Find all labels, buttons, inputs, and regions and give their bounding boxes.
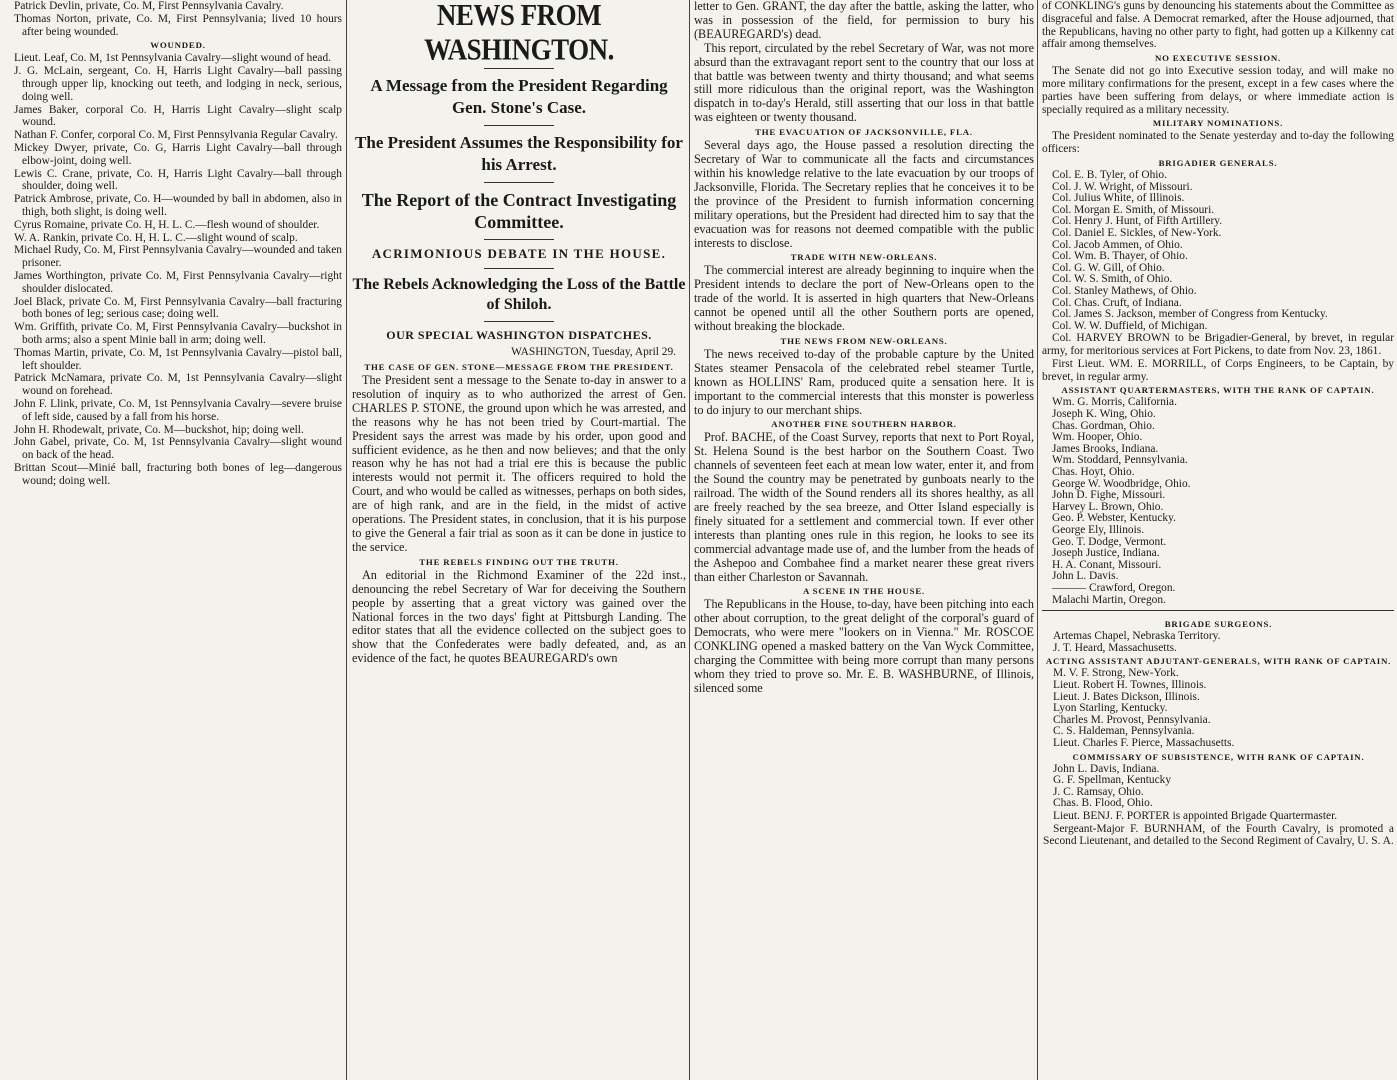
- nominee-entry: Lieut. J. Bates Dickson, Illinois.: [1053, 690, 1200, 703]
- subhead-jacksonville: THE EVACUATION OF JACKSONVILLE, FLA.: [755, 127, 973, 138]
- dateline: WASHINGTON, Tuesday, April 29.: [511, 346, 676, 358]
- subhead-brigadier-generals: BRIGADIER GENERALS.: [1158, 157, 1278, 168]
- deck-headline-3: The Report of the Contract Investigating Committee.: [361, 190, 677, 232]
- nominee-entry: Geo. P. Webster, Kentucky.: [1052, 512, 1176, 525]
- paragraph: The President sent a message to the Senate to-day in answer to a resolution of inquiry as to who authorized the arrest of Gen. CHARLES P. STONE, the ground upon which he was arrested, and the reasons why he has not been tried by Court-martial. The President says the arrest was made by his order, upon good and sufficient evidence, as he then and now believes; and that the only reason why he has not had a trial ere this is because the public interests would not permit it. The officers required to hold the Court, and who would be called as witnesses, perhaps on both sides, are of high rank, and are in the field, in the midst of active operations. The President states, in conclusion, that it is his purpose to give the General a fair trial as soon as it can be done in justice to the service.: [352, 373, 686, 554]
- quartermaster-list: [1042, 397, 1394, 606]
- nominee-entry: Col. Stanley Mathews, of Ohio.: [1052, 284, 1197, 297]
- nominee-entry: Col. G. W. Gill, of Ohio.: [1052, 261, 1165, 274]
- nominee-entry: Joseph Justice, Indiana.: [1052, 547, 1160, 560]
- surgeons-list: [1043, 631, 1394, 654]
- nominee-entry: ——— Crawford, Oregon.: [1052, 581, 1176, 594]
- nominee-entry: M. V. F. Strong, New-York.: [1053, 667, 1179, 680]
- casualty-entry: Wm. Griffith, private Co. M, First Pennsylvania Cavalry—buckshot in both arms; also a spent Minie ball in arm; doing well.: [14, 321, 342, 346]
- nominee-entry: Harvey L. Brown, Ohio.: [1052, 500, 1164, 513]
- casualty-entry: Thomas Martin, private, Co. M, 1st Pennsylvania Cavalry—pistol ball, left shoulder.: [14, 346, 342, 372]
- nominee-entry: Col. Daniel E. Sickles, of New-York.: [1052, 226, 1222, 239]
- nominee-entry: Col. W. S. Smith, of Ohio.: [1052, 273, 1173, 286]
- nominee-entry: Geo. T. Dodge, Vermont.: [1052, 535, 1167, 548]
- main-headline: NEWS FROM WASHINGTON.: [424, 0, 614, 67]
- nominee-entry: Joseph K. Wing, Ohio.: [1052, 408, 1156, 421]
- casualty-entry: Joel Black, private Co. M, First Pennsylvania Cavalry—ball fracturing both bones of leg; serious case; doing well.: [14, 295, 342, 321]
- nominee-entry: Lyon Starling, Kentucky.: [1053, 702, 1168, 715]
- casualty-entry: John Gabel, private, Co. M, 1st Pennsylvania Cavalry—slight wound on back of the head.: [14, 436, 342, 462]
- paragraph: letter to Gen. GRANT, the day after the battle, asking the latter, who was in possession of the field, for permission to bury his (BEAUREGARD's) dead.: [694, 0, 1034, 41]
- column-rule: [1037, 0, 1038, 1080]
- nominee-entry: Wm. Hooper, Ohio.: [1052, 431, 1143, 444]
- column-nominations: [1042, 0, 1394, 1080]
- column-rule: [689, 0, 690, 1080]
- casualty-entry: Lewis C. Crane, private, Co. H, Harris Light Cavalry—ball through shoulder, doing well.: [14, 167, 342, 193]
- nominee-entry: J. T. Heard, Massachusetts.: [1053, 641, 1177, 654]
- nominee-entry: Lieut. Charles F. Pierce, Massachusetts.: [1053, 736, 1235, 749]
- nominee-entry: John D. Fighe, Missouri.: [1052, 489, 1166, 502]
- subhead-military-nominations: MILITARY NOMINATIONS.: [1152, 118, 1284, 129]
- subhead-executive-session: NO EXECUTIVE SESSION.: [1154, 53, 1282, 64]
- nominee-entry: Col. Henry J. Hunt, of Fifth Artillery.: [1052, 215, 1223, 228]
- casualty-entry: John F. Llink, private, Co. M, 1st Pennsylvania Cavalry—severe bruise of left side, caused by a fall from his horse.: [14, 397, 342, 423]
- nominee-entry: H. A. Conant, Missouri.: [1052, 558, 1162, 571]
- divider: [484, 239, 554, 240]
- nominee-entry: James Brooks, Indiana.: [1052, 442, 1159, 455]
- nominee-entry: Chas. B. Flood, Ohio.: [1053, 797, 1153, 810]
- casualty-entry: John H. Rhodewalt, private, Co. M—buckshot, hip; doing well.: [14, 423, 304, 436]
- deck-headline-4: ACRIMONIOUS DEBATE IN THE HOUSE.: [371, 246, 667, 261]
- casualty-entry: Patrick McNamara, private Co. M, 1st Pennsylvania Cavalry—slight wound on forehead.: [14, 372, 342, 398]
- paragraph: Prof. BACHE, of the Coast Survey, reports that next to Port Royal, St. Helena Sound is the best harbor on the Southern Coast. Two channels of seventeen feet each at mean low water, enter it, and from the Sound the country may be penetrated by gunboats nearly to the railroad. The width of the Sound renders all its shores healthy, as all are freely reached by the sea breeze, and Otter Island especially is finely situated for a settlement and commercial town. If ever other interests than planting ones rule in this region, he looks to see its commercial advantage made use of, and the lumber from the heads of the Ashepoo and Combahee find a market nearer these great rivers than either Charleston or Savannah.: [694, 430, 1034, 584]
- divider: [484, 68, 554, 69]
- subhead-stone-case: THE CASE OF GEN. STONE—MESSAGE FROM THE PRESIDENT.: [364, 362, 674, 372]
- nominee-entry: Col. Jacob Ammen, of Ohio.: [1052, 238, 1183, 251]
- nominee-entry: Col. W. W. Duffield, of Michigan.: [1052, 319, 1208, 332]
- divider: [484, 268, 554, 269]
- casualty-entry: Patrick Ambrose, private, Co. H—wounded by ball in abdomen, also in thigh, both slight, is doing well.: [14, 193, 342, 218]
- casualty-entry: Lieut. Leaf, Co. M, 1st Pennsylvania Cavalry—slight wound of head.: [14, 52, 331, 65]
- wounded-list: [14, 52, 342, 487]
- paragraph: First Lieut. WM. E. MORRILL, of Corps Engineers, to be Captain, by brevet, in regular army.: [1042, 357, 1394, 383]
- paragraph: The Republicans in the House, to-day, have been pitching into each other about corruption, to the great delight of the corporal's guard of Democrats, who were mere "lookers on in Vienna." Mr. ROSCOE CONKLING opened a masked battery on the Van Wyck Committee, charging the Committee with being more corrupt than many persons whom they tried to prove so. Mr. E. B. WASHBURNE, of Illinois, silenced some: [694, 597, 1034, 695]
- adjutants-list: [1043, 668, 1394, 749]
- casualty-entry: W. A. Rankin, private Co. H, H. L. C.—slight wound of scalp.: [14, 231, 298, 244]
- nominee-entry: Col. Wm. B. Thayer, of Ohio.: [1052, 250, 1188, 263]
- subhead-quartermasters: ASSISTANT QUARTERMASTERS, WITH THE RANK OF CAPTAIN.: [1061, 385, 1375, 396]
- divider: [484, 125, 554, 126]
- subhead-adjutant-generals: ACTING ASSISTANT ADJUTANT-GENERALS, WITH RANK OF CAPTAIN.: [1045, 656, 1392, 667]
- subhead-new-orleans: THE NEWS FROM NEW-ORLEANS.: [780, 335, 948, 346]
- column-casualty-list: [14, 0, 342, 1080]
- nominee-entry: J. C. Ramsay, Ohio.: [1053, 785, 1144, 798]
- casualty-entry: Thomas Norton, private, Co. M, First Pennsylvania; lived 10 hours after being wounded.: [14, 12, 342, 38]
- nominee-entry: Col. Morgan E. Smith, of Missouri.: [1052, 203, 1215, 216]
- nominee-entry: G. F. Spellman, Kentucky: [1053, 774, 1172, 787]
- subhead-harbor: ANOTHER FINE SOUTHERN HARBOR.: [771, 419, 957, 430]
- casualty-entry: Patrick Devlin, private, Co. M, First Pennsylvania Cavalry.: [14, 0, 284, 12]
- paragraph: The President nominated to the Senate yesterday and to-day the following officers:: [1042, 130, 1394, 156]
- subhead-brigade-surgeons: BRIGADE SURGEONS.: [1164, 619, 1273, 630]
- divider: [484, 182, 554, 183]
- nominee-entry: Col. James S. Jackson, member of Congress from Kentucky.: [1052, 308, 1328, 321]
- paragraph: Lieut. BENJ. F. PORTER is appointed Brigade Quartermaster.: [1053, 809, 1338, 822]
- casualty-entry: Michael Rudy, Co. M, First Pennsylvania Cavalry—wounded and taken prisoner.: [14, 244, 342, 270]
- brigadier-list: [1042, 170, 1394, 332]
- casualty-entry: J. G. McLain, sergeant, Co. H, Harris Light Cavalry—ball passing through upper lip, knocking out teeth, and lodging in neck, serious, doing well.: [14, 65, 342, 103]
- nominee-entry: Malachi Martin, Oregon.: [1052, 593, 1166, 606]
- nominee-entry: Chas. Hoyt, Ohio.: [1052, 466, 1135, 479]
- paragraph: of CONKLING's guns by denouncing his statements about the Committee as disgraceful and false. A Democrat remarked, after the House adjourned, that the Republicans, having no other party to fight, had gotten up a Kilkenny cat affair among themselves.: [1042, 0, 1394, 51]
- casualty-entry: Mickey Dwyer, private, Co. G, Harris Light Cavalry—ball through elbow-joint, doing well.: [14, 141, 342, 167]
- paragraph: The commercial interest are already beginning to inquire when the President intends to declare the port of New-Orleans open to the trade of the world. It is asserted in high quarters that New-Orleans cannot be opened until all the other Southern ports are opened, without breaking the blockade.: [694, 263, 1034, 334]
- paragraph: Col. HARVEY BROWN to be Brigadier-General, by brevet, in regular army, for meritorious services at Fort Pickens, to date from Nov. 23, 1861.: [1042, 332, 1394, 358]
- deck-headline-5: The Rebels Acknowledging the Loss of the Battle of Shiloh.: [352, 276, 686, 313]
- subhead-scene-house: A SCENE IN THE HOUSE.: [803, 586, 925, 597]
- column-dispatches: [694, 0, 1034, 1080]
- column-rule: [346, 0, 347, 1080]
- subhead-rebels-truth: THE REBELS FINDING OUT THE TRUTH.: [419, 556, 619, 567]
- paragraph: This report, circulated by the rebel Secretary of War, was not more absurd than the extravagant report sent to the country that our loss at that battle was between twenty and thirty thousand; and what seems still more ridiculous than the original report, was the Washington dispatch in to-day's Herald, still asserting that our loss in that battle was eighteen or twenty thousand.: [694, 40, 1034, 125]
- nominee-entry: Lieut. Robert H. Townes, Illinois.: [1053, 678, 1207, 691]
- section-heading-wounded: WOUNDED.: [150, 40, 206, 51]
- nominee-entry: Col. J. W. Wright, of Missouri.: [1052, 180, 1193, 193]
- casualty-entry: Brittan Scout—Minié ball, fracturing both bones of leg—dangerous wound; doing well.: [14, 461, 342, 487]
- nominee-entry: Charles M. Provost, Pennsylvania.: [1053, 713, 1211, 726]
- nominee-entry: John L. Davis.: [1052, 570, 1119, 583]
- casualty-entry: Cyrus Romaine, private Co. H, H. L. C.—flesh wound of shoulder.: [14, 218, 320, 231]
- nominee-entry: Chas. Gordman, Ohio.: [1052, 419, 1155, 432]
- nominee-entry: C. S. Haldeman, Pennsylvania.: [1053, 725, 1195, 738]
- casualty-entry: James Baker, corporal Co. H, Harris Light Cavalry—slight scalp wound.: [14, 103, 342, 129]
- paragraph: Several days ago, the House passed a resolution directing the Secretary of War to communicate all the facts and circumstances within his knowledge relative to the late evacuation by our troops of Jacksonville, Florida. The Secretary replies that he conceives it to be the province of the President to furnish information concerning military operations, but the President had directed him to say that the evacuation was for reasons not deemed compatible with the public interests to disclose.: [694, 138, 1034, 250]
- dispatches-headline: OUR SPECIAL WASHINGTON DISPATCHES.: [386, 328, 652, 342]
- casualty-entry: Nathan F. Confer, corporal Co. M, First Pennsylvania Regular Cavalry.: [14, 129, 338, 142]
- nominee-entry: Col. E. B. Tyler, of Ohio.: [1052, 168, 1167, 181]
- casualty-entry: James Worthington, private Co. M, First Pennsylvania Cavalry—right shoulder dislocated.: [14, 269, 342, 295]
- divider: [484, 321, 554, 322]
- nominee-entry: John L. Davis, Indiana.: [1053, 762, 1160, 775]
- nominee-entry: Wm. G. Morris, California.: [1052, 396, 1177, 409]
- nominee-entry: Col. Julius White, of Illinois.: [1052, 192, 1185, 205]
- killed-list: [14, 0, 342, 38]
- nominee-entry: George W. Woodbridge, Ohio.: [1052, 477, 1191, 490]
- nominee-entry: Wm. Stoddard, Pennsylvania.: [1052, 454, 1188, 467]
- clipping-box: [1042, 610, 1394, 848]
- subhead-trade: TRADE WITH NEW-ORLEANS.: [790, 252, 938, 263]
- paragraph: The Senate did not go into Executive session today, and will make no more military confirmations for the present, except in a few cases where the parties have been suffering from delays, or where immediate action is specially required as a military necessity.: [1042, 65, 1394, 116]
- paragraph: An editorial in the Richmond Examiner of the 22d inst., denouncing the rebel Secretary of War for deceiving the Southern people by asserting that a great victory was gained over the National forces in the two days' fight at Pittsburgh Landing. The editor states that all the evidence collected on the subject goes to show that the Confederates were badly defeated, and, as an evidence of the fact, he quotes BEAUREGARD's own: [352, 567, 686, 666]
- deck-headline-2: The President Assumes the Responsibility for his Arrest.: [355, 133, 683, 174]
- nominee-entry: George Ely, Illinois.: [1052, 524, 1145, 536]
- nominee-entry: Artemas Chapel, Nebraska Territory.: [1053, 630, 1221, 643]
- commissary-list: [1043, 764, 1394, 810]
- column-headlines: [352, 0, 686, 1080]
- deck-headline-1: A Message from the President Regarding Gen. Stone's Case.: [370, 76, 668, 117]
- paragraph: Sergeant-Major F. BURNHAM, of the Fourth Cavalry, is promoted a Second Lieutenant, and detailed to the Second Regiment of Cavalry, U. S. A.: [1043, 822, 1394, 848]
- paragraph: The news received to-day of the probable capture by the United States steamer Pensacola of the celebrated rebel steamer Turtle, known as HOLLINS' Ram, produced quite a sensation here. It is important to the commercial interests that this monster is powerless to do injury to our merchant ships.: [694, 346, 1034, 417]
- nominee-entry: Col. Chas. Cruft, of Indiana.: [1052, 296, 1182, 309]
- subhead-commissary: COMMISSARY OF SUBSISTENCE, WITH RANK OF CAPTAIN.: [1072, 751, 1365, 762]
